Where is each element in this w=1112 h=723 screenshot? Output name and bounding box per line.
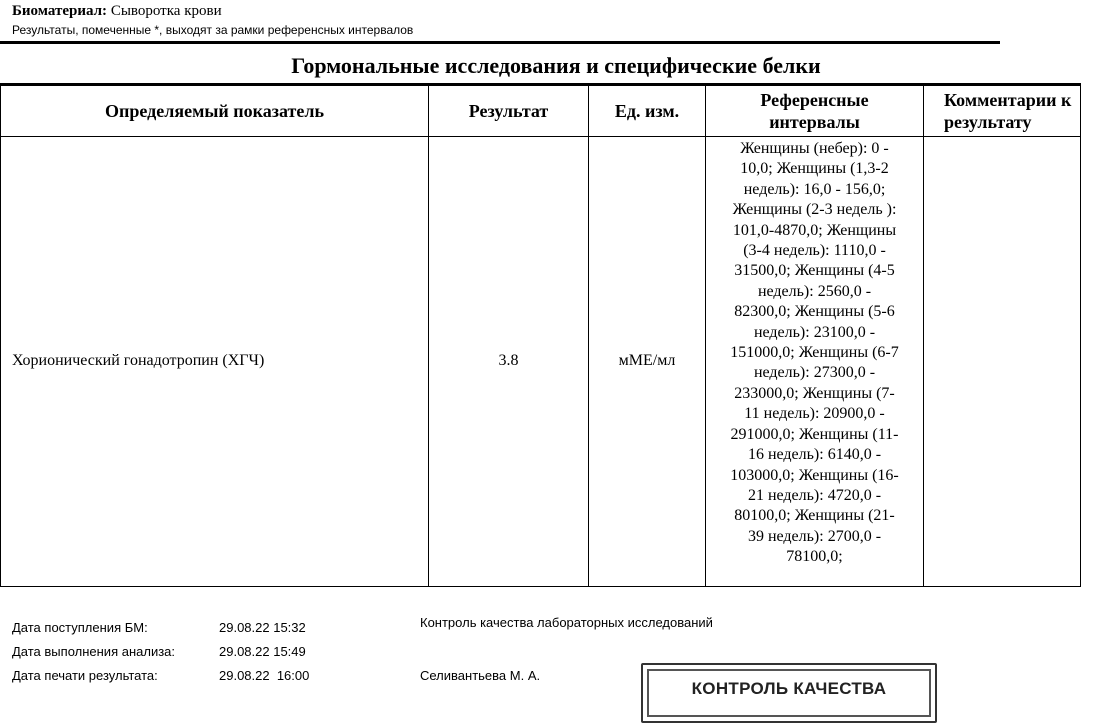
reference-line: недель): 23100,0 -: [753, 323, 876, 341]
reference-line: 151000,0; Женщины (6-7: [730, 344, 899, 362]
biomaterial-value: Сыворотка крови: [110, 3, 222, 19]
quality-control-stamp: [641, 663, 937, 723]
reference-line: 31500,0; Женщины (4-5: [734, 262, 895, 280]
reference-line: (3-4 недель): 1110,0 -: [743, 242, 886, 260]
out-of-range-note: Результаты, помеченные *, выходят за рамки референсных интервалов: [12, 23, 414, 37]
reference-line: 82300,0; Женщины (5-6: [734, 303, 895, 321]
column-header-result: Результат: [429, 85, 589, 137]
results-table-container: [0, 83, 1072, 586]
reference-line: 11 недель): 20900,0 -: [744, 405, 885, 423]
received-date-label: Дата поступления БМ:: [12, 620, 148, 635]
column-header-reference: [706, 85, 924, 137]
reference-cell: [706, 137, 924, 587]
result-cell: 3.8: [429, 137, 589, 587]
reference-line: Женщины (2-3 недель ):: [732, 201, 897, 219]
biomaterial-label: Биоматериал:: [12, 3, 108, 19]
performed-date-label: Дата выполнения анализа:: [12, 644, 176, 659]
header-divider: [0, 41, 1000, 44]
section-title: Гормональные исследования и специфические белки: [291, 53, 821, 78]
reference-line: Женщины (небер): 0 -: [740, 140, 889, 157]
column-header-indicator: Определяемый показатель: [1, 85, 429, 137]
reference-line: 80100,0; Женщины (21-: [734, 507, 895, 525]
reference-line: 103000,0; Женщины (16-: [730, 466, 899, 484]
reference-line: 39 недель): 2700,0 -: [747, 527, 882, 545]
reference-line: недель): 2560,0 -: [757, 282, 872, 300]
reference-line: 233000,0; Женщины (7-: [734, 384, 895, 402]
stamp-text: КОНТРОЛЬ КАЧЕСТВА: [691, 679, 887, 698]
column-header-comment: [924, 85, 1081, 137]
performed-date-value: 29.08.22 15:49: [219, 644, 306, 659]
reference-line: недель): 27300,0 -: [753, 364, 876, 382]
indicator-cell: Хорионический гонадотропин (ХГЧ): [1, 137, 429, 587]
column-header-reference-line2: интервалы: [769, 112, 860, 132]
printed-date-label: Дата печати результата:: [12, 668, 158, 683]
received-date-value: 29.08.22 15:32: [219, 620, 306, 635]
signer-name: Селивантьева М. А.: [420, 668, 541, 683]
column-header-unit: Ед. изм.: [589, 85, 706, 137]
reference-line: 101,0-4870,0; Женщины: [732, 221, 897, 239]
comment-cell: [924, 137, 1081, 587]
reference-line: 10,0; Женщины (1,3-2: [740, 160, 889, 178]
table-header-row: [1, 85, 1081, 137]
unit-cell: мМЕ/мл: [589, 137, 706, 587]
quality-control-label: Контроль качества лабораторных исследований: [420, 615, 713, 630]
results-table: [0, 83, 1081, 587]
column-header-comment-line1: Комментарии к: [944, 90, 1072, 110]
reference-line: 16 недель): 6140,0 -: [747, 446, 882, 464]
column-header-reference-line1: Референсные: [760, 90, 869, 110]
reference-line: 78100,0;: [786, 548, 843, 566]
column-header-comment-line2: результату: [944, 112, 1032, 132]
biomaterial-line: [12, 3, 222, 20]
printed-date-value: 29.08.22 16:00: [219, 668, 310, 683]
table-row: [1, 137, 1081, 587]
reference-line: 21 недель): 4720,0 -: [747, 486, 882, 504]
reference-line: 291000,0; Женщины (11-: [730, 425, 899, 443]
reference-line: недель): 16,0 - 156,0;: [743, 180, 886, 198]
